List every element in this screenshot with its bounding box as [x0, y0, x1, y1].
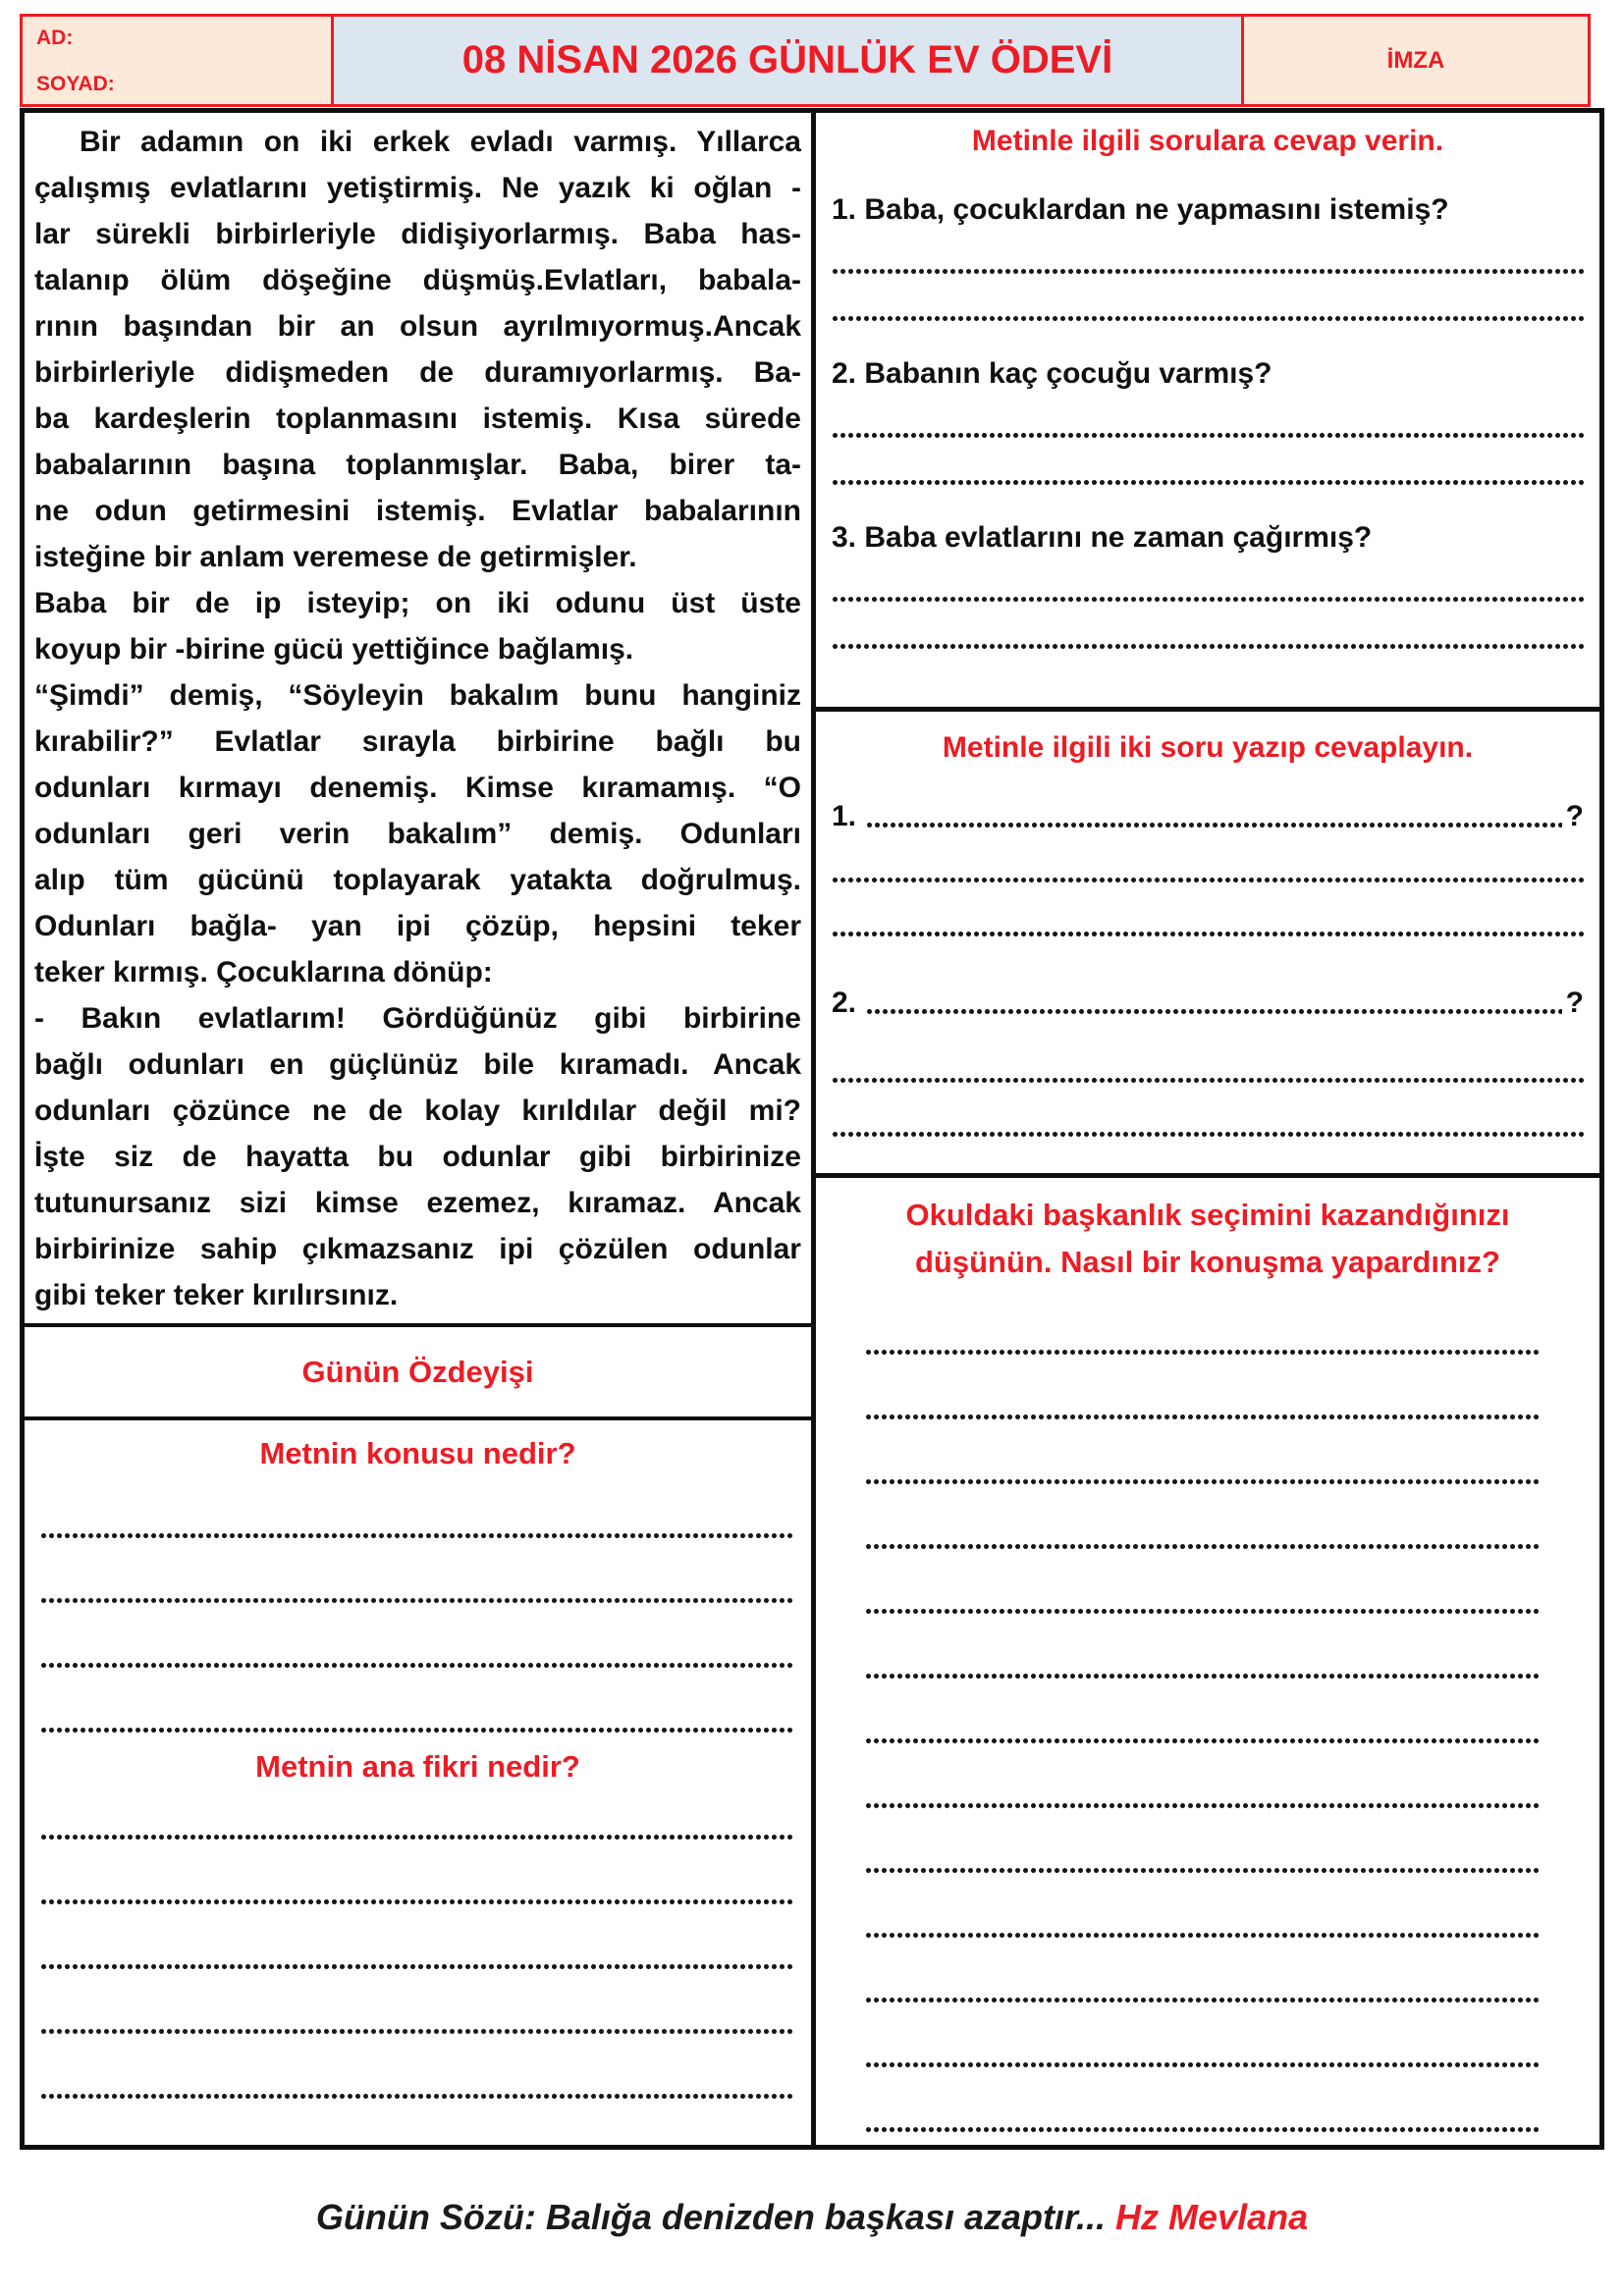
- answer-dotted-line: [40, 1834, 795, 1841]
- footer-quote: [0, 2197, 1624, 2238]
- answer-dotted-line: [865, 1349, 1539, 1356]
- story-line: birbirleriyle didişmeden de duramıyorlarmış. Ba-: [34, 356, 801, 389]
- write-question-answer-lines: [832, 1077, 1584, 1138]
- answer-dotted-line: [40, 2028, 795, 2035]
- speech-prompt-heading-line-1: Okuldaki başkanlık seçimini kazandığınızı: [905, 1198, 1510, 1232]
- questions-box: [816, 113, 1599, 712]
- main-idea-heading: Metnin ana fikri nedir?: [255, 1749, 580, 1784]
- answer-dotted-line: [865, 1802, 1539, 1809]
- write-question-row: [832, 985, 1584, 1022]
- answer-dotted-line: [865, 1608, 1539, 1615]
- surname-label: SOYAD:: [36, 73, 115, 95]
- answer-dotted-line: [865, 1997, 1539, 2003]
- topic-answer-lines: [40, 1532, 795, 1734]
- question-item: 2. Babanın kaç çocuğu varmış?: [832, 357, 1272, 390]
- answer-dotted-line: [40, 1898, 795, 1905]
- quote-of-day-heading: Günün Özdeyişi: [301, 1354, 534, 1389]
- story-line: odunları çözünce ne de kolay kırıldılar değil mi?: [34, 1095, 801, 1127]
- answer-dotted-line: [40, 1597, 795, 1604]
- answer-dotted-line: [865, 1543, 1539, 1550]
- topic-and-main-idea-box: [25, 1420, 811, 2145]
- question-block: [832, 191, 1584, 322]
- question-block: [832, 519, 1584, 650]
- worksheet-header: [20, 14, 1591, 107]
- answer-dotted-line: [865, 1737, 1539, 1744]
- question-mark-label: ?: [1565, 800, 1584, 832]
- story-line: babalarının başına toplanmışlar. Baba, birer ta-: [34, 449, 801, 481]
- write-questions-box: [816, 712, 1599, 1178]
- story-line: odunları geri verin bakalım” demiş. Odunları: [34, 818, 801, 850]
- answer-dotted-line: [832, 315, 1584, 322]
- story-line: alıp tüm gücünü toplayarak yatakta doğrulmuş.: [34, 864, 801, 896]
- answer-dotted-line: [865, 1414, 1539, 1420]
- speech-prompt-box: [816, 1178, 1599, 2145]
- answer-dotted-line: [865, 2126, 1539, 2133]
- answer-dotted-line: [40, 2093, 795, 2100]
- question-block: [832, 355, 1584, 486]
- right-column: [816, 113, 1599, 2145]
- story-line: kırabilir?” Evlatlar sırayla birbirine bağlı bu: [34, 725, 801, 758]
- story-line: Bir adamın on iki erkek evladı varmış. Yıllarca: [80, 126, 801, 158]
- main-idea-answer-lines: [40, 1834, 795, 2100]
- story-line: koyup bir -birine gücü yettiğince bağlamış.: [34, 633, 634, 666]
- answer-dotted-line: [832, 1131, 1584, 1138]
- answer-dotted-line: [832, 479, 1584, 486]
- story-line: lar sürekli birbirleriyle didişiyorlarmış. Baba has-: [34, 218, 801, 250]
- answer-dotted-line: [832, 268, 1584, 275]
- answer-dotted-line: [832, 432, 1584, 439]
- signature-label: İMZA: [1386, 46, 1445, 74]
- speech-prompt-heading-line-2: düşünün. Nasıl bir konuşma yapardınız?: [915, 1245, 1500, 1279]
- question-number: 1.: [832, 800, 857, 832]
- topic-heading: Metnin konusu nedir?: [259, 1436, 576, 1470]
- write-question-row: [832, 798, 1584, 835]
- answer-dotted-line: [40, 1662, 795, 1669]
- story-line: - Bakın evlatlarım! Gördüğünüz gibi birbirine: [34, 1002, 801, 1035]
- quote-of-day-box: [25, 1327, 811, 1420]
- page-title-cell: [331, 14, 1244, 107]
- story-line: tutunursanız sizi kimse ezemez, kıramaz. Ancak: [34, 1187, 801, 1219]
- question-item: 3. Baba evlatlarını ne zaman çağırmış?: [832, 521, 1373, 554]
- answer-dotted-line: [832, 931, 1584, 937]
- name-surname-cell: [20, 14, 334, 107]
- story-line: isteğine bir anlam veremese de getirmişler.: [34, 541, 637, 573]
- answer-dotted-line: [865, 1673, 1539, 1680]
- left-column: [25, 113, 816, 2145]
- story-line: odunları kırmayı denemiş. Kimse kıramamış. “O: [34, 772, 801, 804]
- speech-answer-lines: [865, 1349, 1539, 2133]
- story-line: çalışmış evlatlarını yetiştirmiş. Ne yazık ki oğlan -: [34, 172, 801, 204]
- answer-dotted-line: [865, 2061, 1539, 2068]
- answer-dotted-line: [866, 822, 1562, 828]
- answer-dotted-line: [866, 1008, 1562, 1015]
- answer-dotted-line: [832, 596, 1584, 603]
- story-line: talanıp ölüm döşeğine düşmüş.Evlatları, babala-: [34, 264, 801, 296]
- story-line: İşte siz de hayatta bu odunlar gibi birbirinize: [34, 1141, 801, 1173]
- answer-dotted-line: [832, 643, 1584, 650]
- answer-dotted-line: [40, 1963, 795, 1970]
- story-line: gibi teker teker kırılırsınız.: [34, 1279, 399, 1311]
- answer-dotted-line: [40, 1532, 795, 1539]
- worksheet-body: [20, 108, 1604, 2150]
- answer-dotted-line: [865, 1867, 1539, 1874]
- page-title: 08 NİSAN 2026 GÜNLÜK EV ÖDEVİ: [461, 38, 1113, 81]
- story-line: rının başından bir an olsun ayrılmıyormuş.Ancak: [34, 310, 801, 343]
- story-line: Odunları bağla- yan ipi çözüp, hepsini teker: [34, 910, 801, 942]
- answer-dotted-line: [865, 1932, 1539, 1939]
- answer-dotted-line: [865, 1478, 1539, 1485]
- footer-quote-author: Hz Mevlana: [1115, 2197, 1309, 2237]
- story-line: “Şimdi” demiş, “Söyleyin bakalım bunu hanginiz: [34, 679, 801, 712]
- answer-dotted-line: [832, 877, 1584, 883]
- name-label: AD:: [36, 27, 74, 49]
- signature-cell: [1241, 14, 1591, 107]
- speech-prompt-heading: [832, 1192, 1584, 1286]
- story-line: teker kırmış. Çocuklarına dönüp:: [34, 956, 493, 988]
- question-number: 2.: [832, 987, 857, 1019]
- story-line: Baba bir de ip isteyip; on iki odunu üst üste: [34, 587, 801, 619]
- question-item: 1. Baba, çocuklardan ne yapmasını istemiş?: [832, 193, 1449, 226]
- answer-dotted-line: [40, 1727, 795, 1734]
- write-questions-heading: Metinle ilgili iki soru yazıp cevaplayın.: [942, 731, 1474, 764]
- story-line: ba kardeşlerin toplanmasını istemiş. Kısa sürede: [34, 402, 801, 435]
- question-mark-label: ?: [1565, 987, 1584, 1019]
- story-line: birbirinize sahip çıkmazsanız ipi çözülen odunlar: [34, 1233, 801, 1265]
- questions-heading: Metinle ilgili sorulara cevap verin.: [971, 125, 1444, 157]
- answer-dotted-line: [832, 1077, 1584, 1084]
- footer-quote-text: Günün Sözü: Balığa denizden başkası azaptır...: [315, 2197, 1107, 2237]
- write-question-answer-lines: [832, 877, 1584, 937]
- story-line: bağlı odunları en güçlünüz bile kıramadı. Ancak: [34, 1048, 801, 1081]
- story-text: [25, 113, 811, 1327]
- story-line: ne odun getirmesini istemiş. Evlatlar babalarının: [34, 495, 801, 527]
